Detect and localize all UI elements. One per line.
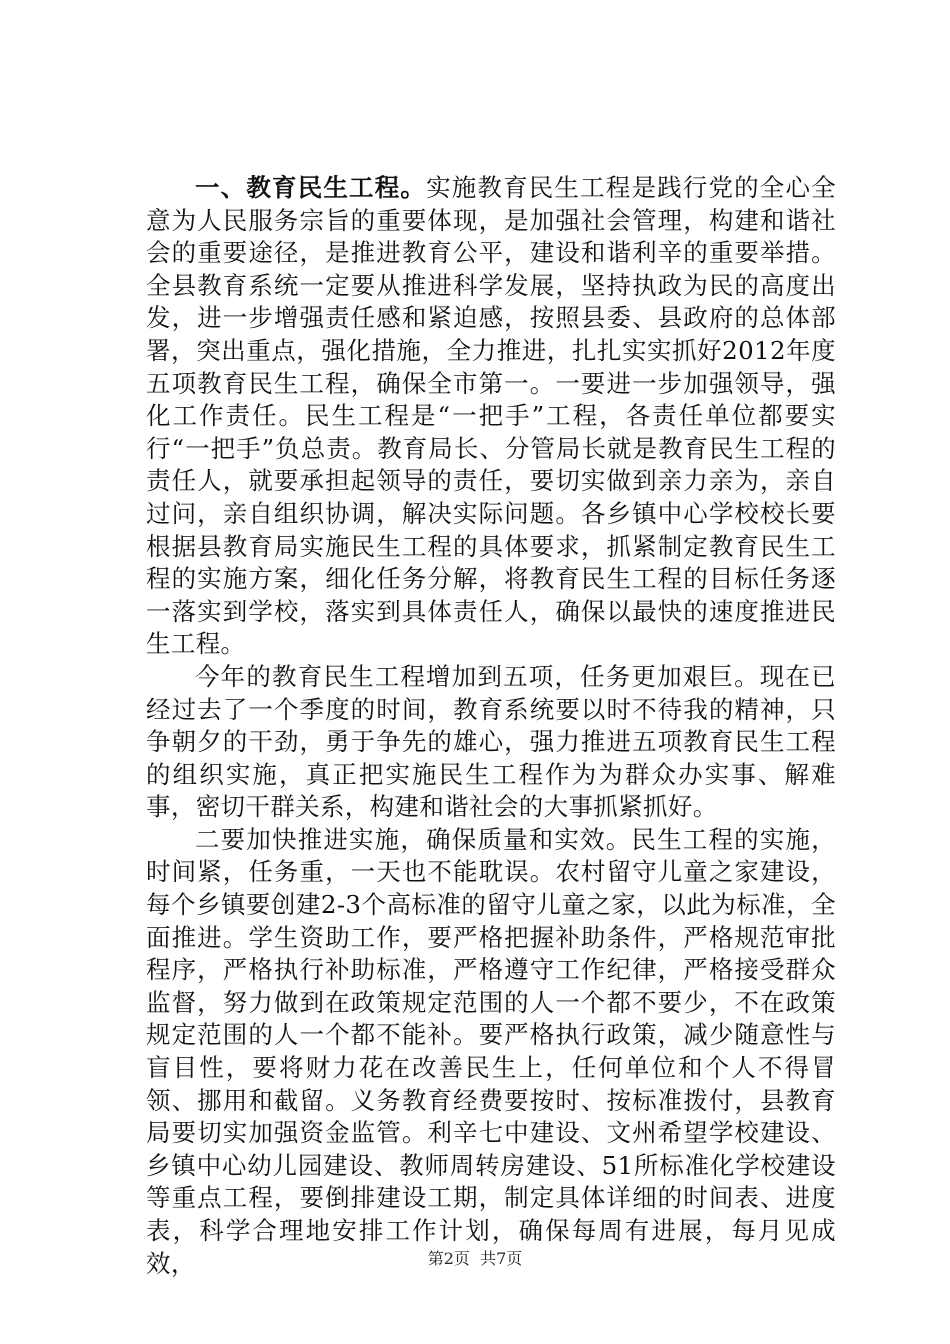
section-heading: 一、教育民生工程。 (195, 173, 427, 202)
document-body (146, 172, 836, 1280)
paragraph-3 (146, 824, 836, 1280)
paragraph-1 (146, 172, 836, 661)
paragraph-text: 今年的教育民生工程增加到五项，任务更加艰巨。现在已经过去了一个季度的时间，教育系统要以时不待我的精神，只争朝夕的干劲，勇于争先的雄心，强力推进五项教育民生工程的组织实施，真正把实施民生工程作为为群众办实事、解难事，密切干群关系，构建和谐社会的大事抓紧抓好。 (146, 661, 836, 822)
paragraph-text: 实施教育民生工程是践行党的全心全意为人民服务宗旨的重要体现，是加强社会管理，构建和谐社会的重要途径，是推进教育公平，建设和谐利辛的重要举措。全县教育系统一定要从推进科学发展，坚持执政为民的高度出发，进一步增强责任感和紧迫感，按照县委、县政府的总体部署，突出重点，强化措施，全力推进，扎扎实实抓好2012年度五项教育民生工程，确保全市第一。一要进一步加强领导，强化工作责任。民生工程是“一把手”工程，各责任单位都要实行“一把手”负总责。教育局长、分管局长就是教育民生工程的责任人，就要承担起领导的责任，要切实做到亲力亲为，亲自过问，亲自组织协调，解决实际问题。各乡镇中心学校校长要根据县教育局实施民生工程的具体要求，抓紧制定教育民生工程的实施方案，细化任务分解，将教育民生工程的目标任务逐一落实到学校，落实到具体责任人，确保以最快的速度推进民生工程。 (146, 173, 836, 659)
page-footer (0, 1246, 950, 1269)
page-number: 第2页 (427, 1249, 470, 1268)
paragraph-2 (146, 661, 836, 824)
page-total: 共7页 (480, 1249, 523, 1268)
paragraph-text: 二要加快推进实施，确保质量和实效。民生工程的实施，时间紧，任务重，一天也不能耽误。农村留守儿童之家建设，每个乡镇要创建2-3个高标准的留守儿童之家，以此为标准，全面推进。学生资助工作，要严格把握补助条件，严格规范审批程序，严格执行补助标准，严格遵守工作纪律，严格接受群众监督，努力做到在政策规定范围的人一个都不要少，不在政策规定范围的人一个都不能补。要严格执行政策，减少随意性与盲目性，要将财力花在改善民生上，任何单位和个人不得冒领、挪用和截留。义务教育经费要按时、按标准拨付，县教育局要切实加强资金监管。利辛七中建设、文州希望学校建设、乡镇中心幼儿园建设、教师周转房建设、51所标准化学校建设等重点工程，要倒排建设工期，制定具体详细的时间表、进度表，科学合理地安排工作计划，确保每周有进展，每月见成效， (146, 824, 836, 1278)
